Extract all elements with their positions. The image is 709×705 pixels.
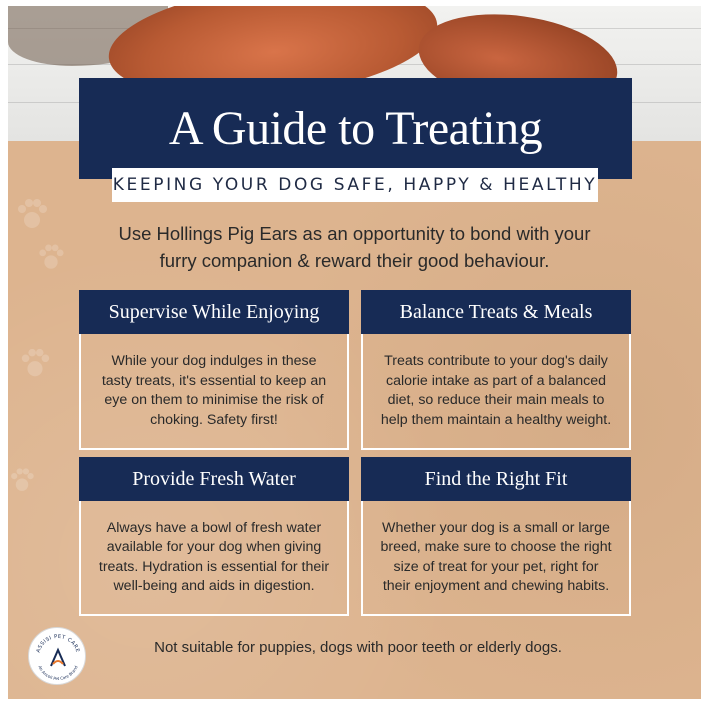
panel-body bbox=[361, 334, 631, 450]
footer-note: Not suitable for puppies, dogs with poor teeth or elderly dogs. bbox=[154, 639, 562, 656]
panel-heading-box bbox=[79, 290, 349, 334]
svg-text:An Ancoll Pet Care Brand bbox=[37, 664, 78, 681]
panel-text-line: their enjoyment and chewing habits. bbox=[382, 578, 610, 594]
panel-text-line: Whether your dog is a small or large bbox=[382, 519, 610, 536]
infographic-card bbox=[8, 6, 701, 699]
page-subtitle: KEEPING YOUR DOG SAFE, HAPPY & HEALTHY bbox=[112, 175, 598, 195]
panel-text-line: breed, make sure to choose the right bbox=[380, 539, 612, 555]
panel-text-line: tasty treats, it's essential to keep an bbox=[101, 372, 327, 389]
panel-text-line: Always have a bowl of fresh water bbox=[106, 519, 322, 536]
logo-text-bottom: An Ancoll Pet Care Brand bbox=[37, 664, 79, 682]
panel-text-line: help them maintain a healthy weight. bbox=[380, 411, 612, 428]
paw-print-icon bbox=[8, 466, 36, 494]
panel-text-line: Treats contribute to your dog's daily bbox=[384, 353, 608, 369]
panel-body bbox=[79, 334, 349, 450]
panel-text-line: diet, so reduce their main meals to bbox=[387, 392, 605, 408]
paw-print-icon bbox=[14, 196, 50, 232]
panel-text-line: calorie intake as part of a balanced bbox=[385, 372, 607, 389]
panel-text-line: While your dog indulges in these bbox=[111, 353, 317, 369]
panel-text-line: eye on them to minimise the risk of bbox=[104, 392, 324, 408]
panel-heading: Find the Right Fit bbox=[424, 467, 568, 490]
panel-heading-box bbox=[361, 290, 631, 334]
panel-heading: Provide Fresh Water bbox=[132, 467, 296, 490]
title-banner bbox=[79, 78, 632, 179]
panel-heading: Balance Treats & Meals bbox=[399, 300, 593, 323]
panel-text bbox=[102, 352, 326, 430]
panel-text-line: treats. Hydration is essential for their bbox=[98, 558, 330, 575]
panel-text-line: size of treat for your pet, right for bbox=[393, 558, 599, 575]
brand-logo bbox=[28, 627, 86, 685]
subtitle-banner bbox=[112, 168, 598, 202]
panel-text-line: choking. Safety first! bbox=[150, 411, 278, 428]
paw-print-icon bbox=[18, 346, 52, 380]
panel-body bbox=[79, 501, 349, 616]
intro-line: Use Hollings Pig Ears as an opportunity to bond with your bbox=[118, 223, 591, 244]
panel-heading-box bbox=[361, 457, 631, 501]
intro-line: furry companion & reward their good behaviour. bbox=[159, 250, 550, 271]
panel-text-line: available for your dog when giving bbox=[106, 539, 322, 555]
panel-text-line: well-being and aids in digestion. bbox=[113, 578, 315, 594]
assisi-logo-icon bbox=[29, 628, 87, 686]
panel-heading-box bbox=[79, 457, 349, 501]
panel-body bbox=[361, 501, 631, 616]
panel-text bbox=[99, 519, 329, 597]
page-title: A Guide to Treating bbox=[168, 102, 543, 155]
panel-text bbox=[381, 352, 611, 430]
panel-heading: Supervise While Enjoying bbox=[108, 300, 320, 323]
panel-text bbox=[380, 519, 611, 597]
logo-text-top: ASSISI PET CARE bbox=[35, 633, 81, 654]
intro-text bbox=[48, 220, 661, 274]
